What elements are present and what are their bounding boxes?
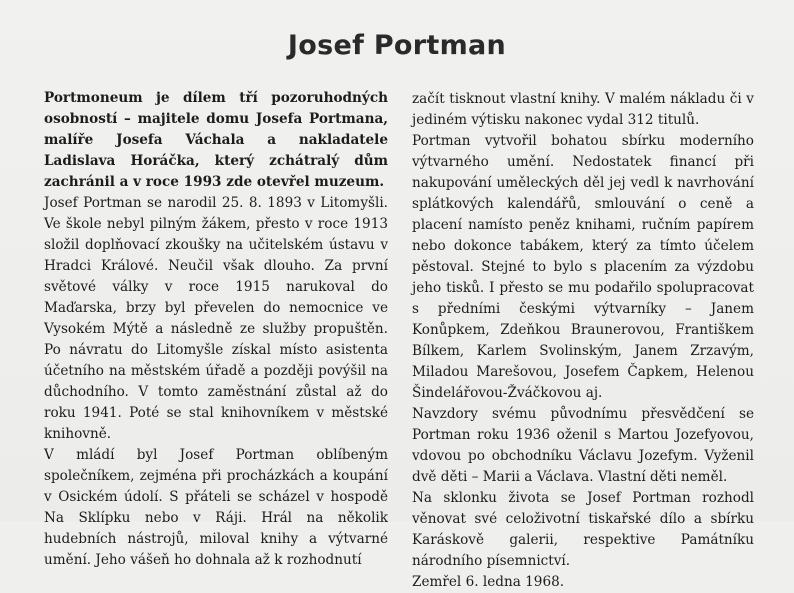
paragraph-death: Zemřel 6. ledna 1968. xyxy=(412,574,565,590)
paragraph-biography: Josef Portman se narodil 25. 8. 1893 v Litomyšli. Ve škole nebyl pilným žákem, přesto v roce 1913 složil doplňovací zkoušky na učitelském ústavu v Hradci Králové. Neučil však dlouho. Za první světové války v roce 1915 narukoval do Maďarska, brzy byl převelen do nemocnice ve Vysokém Mýtě a následně ze služby propuštěn. Po návratu do Litomyšle získal místo asistenta účetního na městském úřadě a později povýšil na důchodního. V tomto zaměstnání zůstal až do roku 1941. Poté se stal knihovníkem v městské knihovně. xyxy=(44,195,388,442)
paragraph-marriage: Navzdory svému původnímu přesvědčení se Portman roku 1936 oženil s Martou Jozefyovou, vdovou po obchodníku Václavu Jozefym. Vyženil dvě děti – Marii a Václava. Vlastní děti neměl. xyxy=(412,406,754,485)
left-column xyxy=(44,88,388,571)
paragraph-collection: Portman vytvořil bohatou sbírku moderního výtvarného umění. Nedostatek financí při nakupování uměleckých děl jej vedl k navrhování splátkových kalendářů, smlouvání o ceně a placení namísto peněz knihami, ručním papírem nebo dokonce tabákem, který za tímto účelem pěstoval. Stejné to bylo s placením za výzdobu jeho tisků. I přesto se mu podařilo spolupracovat s předními českými výtvarníky – Janem Konůpkem, Zdeňkou Braunerovou, Františkem Bílkem, Karlem Svolinským, Janem Zrzavým, Miladou Marešovou, Josefem Čapkem, Helenou Šindelářovou-Žváčkovou aj. xyxy=(412,133,754,401)
page-title: Josef Portman xyxy=(287,30,507,61)
paragraph-youth: V mládí byl Josef Portman oblíbeným společníkem, zejména při procházkách a koupání v Osickém údolí. S přáteli se scházel v hospodě Na Sklípku nebo v Ráji. Hrál na několik hudebních nástrojů, miloval knihy a výtvarné umění. Jeho vášeň ho dohnala až k rozhodnutí xyxy=(44,447,388,568)
paragraph-legacy: Na sklonku života se Josef Portman rozhodl věnovat své celoživotní tiskařské dílo a sbírku Karáskově galerii, respektive Památníku národního písemnictví. xyxy=(412,490,754,569)
right-column xyxy=(412,89,754,593)
paragraph-printing: začít tisknout vlastní knihy. V malém nákladu či v jediném výtisku nakonec vydal 312 titulů. xyxy=(412,91,754,128)
lead-paragraph: Portmoneum je dílem tří pozoruhodných osobností – majitele domu Josefa Portmana, malíře Josefa Váchala a nakladatele Ladislava Horáčka, který zchátralý dům zachránil a v roce 1993 zde otevřel muzeum. xyxy=(44,90,388,190)
